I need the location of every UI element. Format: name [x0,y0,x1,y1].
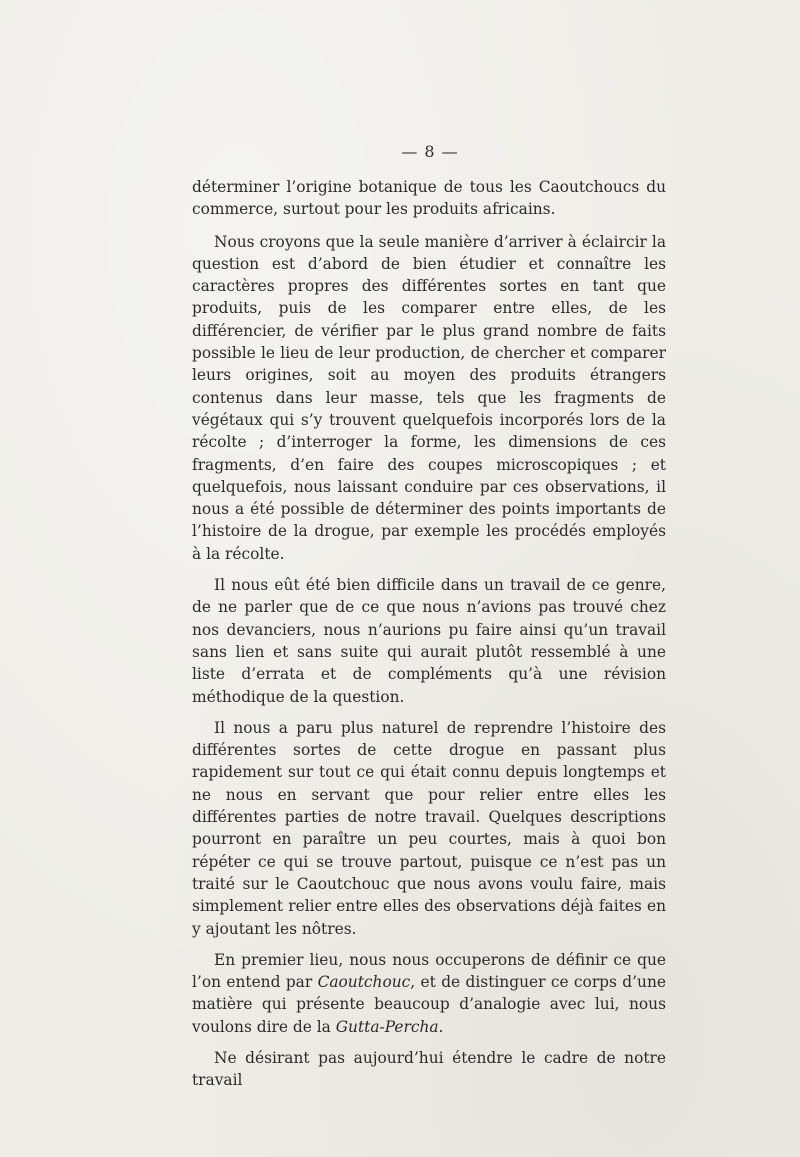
paragraph-3: Il nous eût été bien difficile dans un travail de ce genre, de ne parler que de ce que nous n’avions pas trouvé chez nos devanciers, nous n’aurions pu faire ainsi qu’un travail sans lien et sans suite qui aurait plutôt ressemblé à une liste d’errata et de compléments qu’à une révision méthodique de la question. [192,576,666,706]
term-caoutchouc: Caoutchouc [317,973,411,992]
paragraph-5 [192,949,666,1038]
paragraph-4: Il nous a paru plus naturel de reprendre l’histoire des différentes sortes de cette drogue en passant plus rapidement sur tout ce qui était connu depuis longtemps et ne nous en servant que pour relier entre elles les différentes parties de notre travail. Quelques descriptions pourront en paraître un peu courtes, mais à quoi bon répéter ce qui se trouve partout, puisque ce n’est pas un traité sur le Caoutchouc que nous avons voulu faire, mais simplement relier entre elles des observations déjà faites en y ajoutant les nôtres. [192,718,666,938]
term-gutta-percha: Gutta-Percha [335,1017,439,1036]
page-number: — 8 — [401,142,459,161]
paragraph-2: Nous croyons que la seule manière d’arriver à éclaircir la question est d’abord de bien étudier et connaître les caractères propres des différentes sortes en tant que produits, puis de les comparer entre elles, de les différencier, de vérifier par le plus grand nombre de faits possible le lieu de leur production, de chercher et comparer leurs origines, soit au moyen des produits étrangers contenus dans leur masse, tels que les fragments de végétaux qui s’y trouvent quelquefois incorporés lors de la récolte ; d’interroger la forme, les dimensions de ces fragments, d’en faire des coupes microscopiques ; et quelquefois, nous laissant conduire par ces observations, il nous a été possible de déterminer des points importants de l’histoire de la drogue, par exemple les procédés employés à la récolte. [192,232,666,563]
paragraph-5-text-c: . [438,1017,444,1036]
paragraph-5-text-a: En premier lieu, nous nous occuperons de définir ce que l’on entend par [192,950,666,992]
paragraph-5-text-b: , et de distinguer ce corps d’une matière qui présente beaucoup d’analogie avec lui, nous voulons dire de la [192,973,666,1036]
paragraph-6: Ne désirant pas aujourd’hui étendre le cadre de notre travail [192,1048,666,1090]
paragraph-continuation: déterminer l’origine botanique de tous les Caoutchoucs du commerce, surtout pour les produits africains. [192,178,666,219]
body-text [192,176,666,1101]
